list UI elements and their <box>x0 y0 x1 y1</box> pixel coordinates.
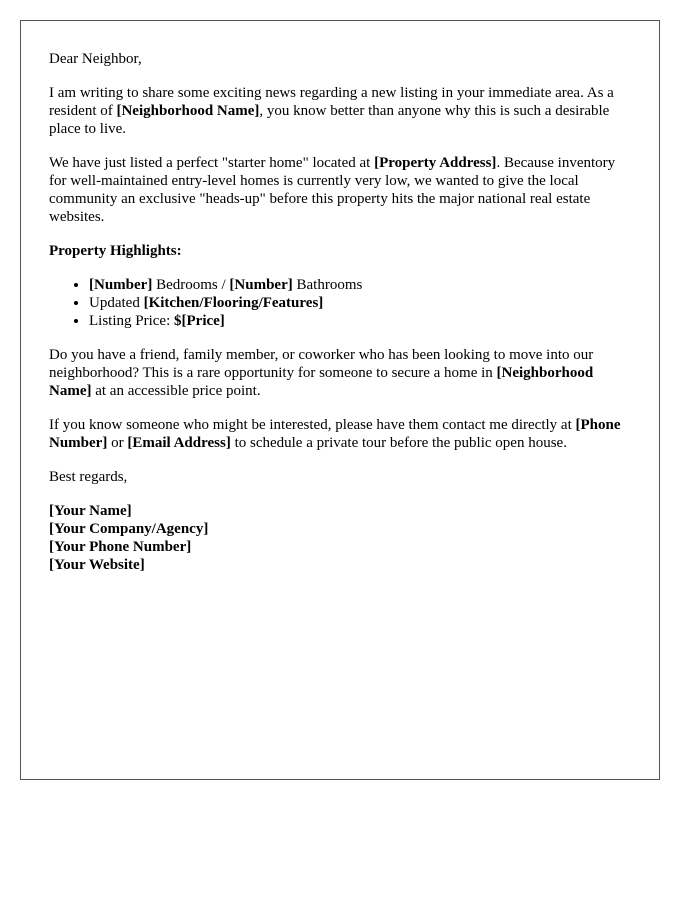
signature-name: [Your Name] <box>49 503 132 519</box>
highlights-heading-text: Property Highlights: <box>49 243 182 259</box>
list-item-updated <box>89 294 631 312</box>
highlights-heading <box>49 242 631 260</box>
greeting: Dear Neighbor, <box>49 51 142 67</box>
signature-phone: [Your Phone Number] <box>49 539 192 555</box>
intro-text-c: , you know better than anyone why this is such a desirable place to live. <box>49 103 610 137</box>
address-placeholder: [Property Address] <box>374 155 497 171</box>
contact-text-a: If you know someone who might be interested, please have them contact me directly at <box>49 417 576 433</box>
referral-paragraph <box>49 346 631 400</box>
referral-text-a: Do you have a friend, family member, or coworker who has been looking to move into our neighborhood? This is a rare opportunity for someone to secure a home in <box>49 347 594 381</box>
list-item-price <box>89 312 631 330</box>
bathrooms-label: Bathrooms <box>292 277 363 293</box>
listing-text-a: We have just listed a perfect "starter home" located at <box>49 155 375 171</box>
intro-text-a: I am writing to share some exciting news regarding a new listing in your immediate area. As a resident of <box>49 85 614 119</box>
contact-paragraph <box>49 416 631 452</box>
neighborhood-placeholder-2: [Neighborhood Name] <box>49 365 594 399</box>
bedrooms-label: Bedrooms / <box>152 277 230 293</box>
updated-label: Updated <box>89 295 144 311</box>
listing-text-c: . Because inventory for well-maintained entry-level homes is currently very low, we wanted to give the local community an exclusive "heads-up" before this property hits the major national real estate websites. <box>49 155 616 225</box>
email-placeholder: [Email Address] <box>127 435 231 451</box>
highlights-list <box>49 276 631 330</box>
neighborhood-placeholder: [Neighborhood Name] <box>116 103 260 119</box>
list-item-rooms <box>89 276 631 294</box>
bathrooms-placeholder: [Number] <box>229 277 293 293</box>
letter-page <box>20 20 660 780</box>
listing-paragraph <box>49 154 631 226</box>
features-placeholder: [Kitchen/Flooring/Features] <box>143 295 324 311</box>
price-placeholder: $[Price] <box>174 313 225 329</box>
signature-block <box>49 502 631 574</box>
phone-placeholder: [Phone Number] <box>49 417 621 451</box>
contact-text-c: or <box>107 435 128 451</box>
contact-text-e: to schedule a private tour before the public open house. <box>230 435 567 451</box>
signature-website: [Your Website] <box>49 557 145 573</box>
price-label: Listing Price: <box>89 313 174 329</box>
referral-text-c: at an accessible price point. <box>91 383 261 399</box>
intro-paragraph <box>49 84 631 138</box>
closing: Best regards, <box>49 469 128 485</box>
bedrooms-placeholder: [Number] <box>89 277 153 293</box>
signature-company: [Your Company/Agency] <box>49 521 209 537</box>
